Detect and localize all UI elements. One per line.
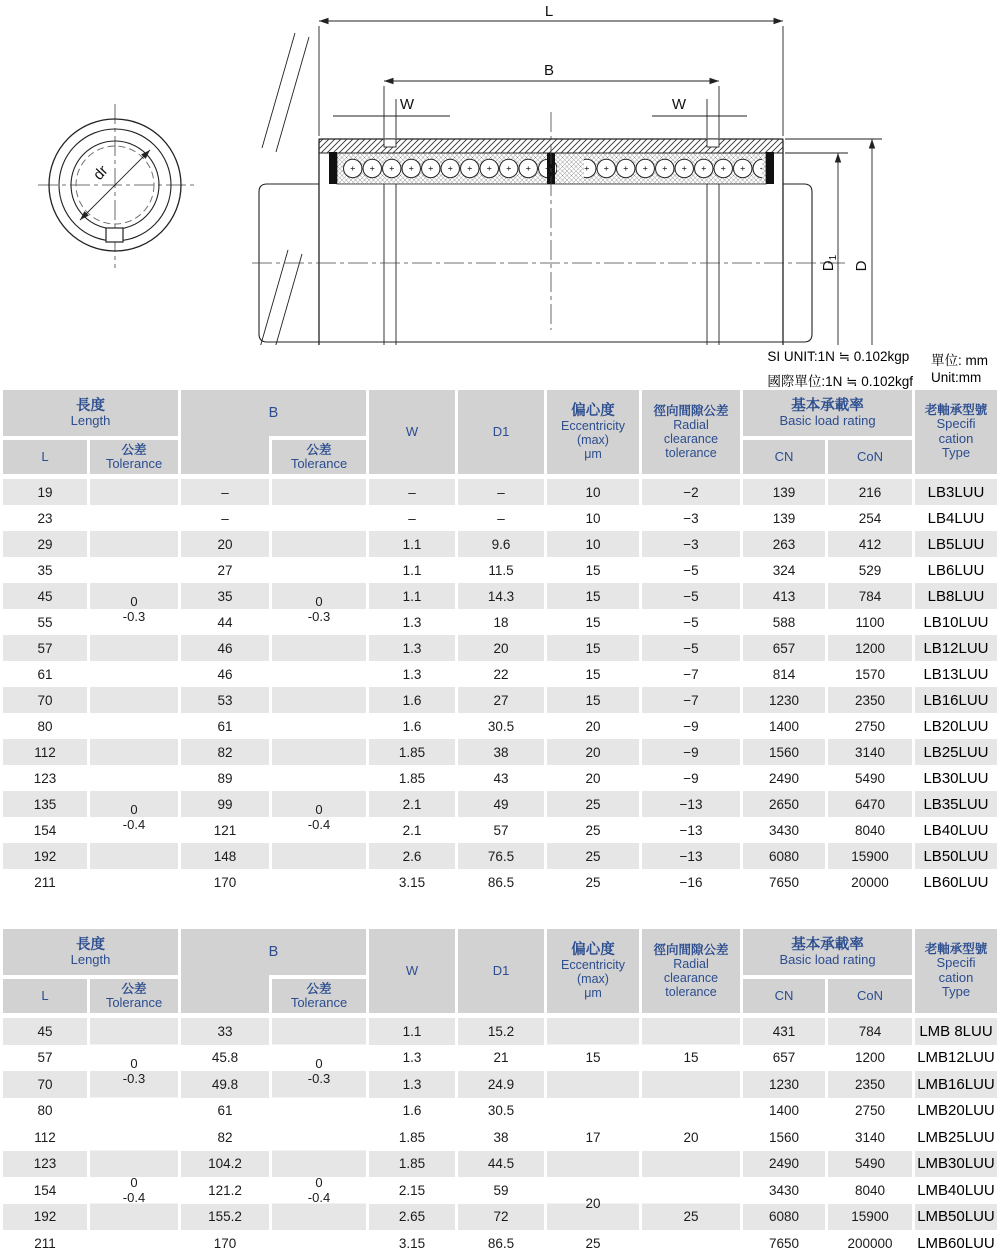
keyway-notch xyxy=(106,228,123,242)
header-d1: D1 xyxy=(458,929,544,1013)
cell-w: 1.3 xyxy=(402,666,422,682)
cell-cn: 413 xyxy=(772,588,796,604)
cell-w: 1.3 xyxy=(402,1076,422,1092)
cell-con: 784 xyxy=(858,588,882,604)
header-l: L xyxy=(3,440,87,474)
cell-eccentricity: 25 xyxy=(585,874,601,890)
dr-dim-label: dr xyxy=(89,162,112,184)
cell-w: 1.1 xyxy=(402,536,422,552)
cell-con: 15900 xyxy=(851,1209,889,1225)
header-w: W xyxy=(369,390,455,474)
cell-b: 104.2 xyxy=(208,1156,242,1172)
cell-b-tolerance: 0 -0.3 xyxy=(272,1018,366,1124)
cell-w: 2.1 xyxy=(402,796,422,812)
cell-type: LMB30LUU xyxy=(917,1155,995,1173)
header-b-tolerance: 公差 Tolerance xyxy=(290,981,348,1010)
cell-type: LB3LUU xyxy=(927,483,985,501)
cell-l: 211 xyxy=(34,1235,56,1251)
header-b-group xyxy=(181,929,366,1013)
cell-radial-clearance: −2 xyxy=(683,484,699,500)
header-l-tolerance: 公差 Tolerance xyxy=(90,440,178,474)
cell-eccentricity: 25 xyxy=(585,848,601,864)
d-dim-label: D xyxy=(853,260,870,272)
cell-eccentricity: 15 xyxy=(585,614,601,630)
cell-d1: 30.5 xyxy=(487,1103,515,1119)
cell-l: 57 xyxy=(37,1050,53,1066)
cell-cn: 6080 xyxy=(768,848,800,864)
cell-w: 2.1 xyxy=(402,822,422,838)
end-view xyxy=(38,104,196,268)
cell-type: LB16LUU xyxy=(923,691,989,709)
cell-radial-clearance: −13 xyxy=(679,848,703,864)
cell-w: 1.3 xyxy=(402,614,422,630)
cell-type: LMB25LUU xyxy=(917,1128,995,1146)
cell-b: 35 xyxy=(217,588,233,604)
seal-right xyxy=(766,152,774,184)
cell-cn: 2490 xyxy=(768,770,800,786)
cell-b-tolerance: 0 -0.4 xyxy=(272,1124,366,1257)
cell-cn: 3430 xyxy=(768,822,800,838)
cell-d1: 27 xyxy=(493,692,509,708)
cell-b: 82 xyxy=(217,744,233,760)
cell-d1: 15.2 xyxy=(487,1023,515,1039)
header-b-label: B xyxy=(268,405,279,421)
cell-b: 61 xyxy=(217,1103,233,1119)
cell-radial-clearance: −5 xyxy=(683,588,699,604)
cell-eccentricity: 25 xyxy=(585,796,601,812)
cell-type: LB35LUU xyxy=(923,795,989,813)
header-length: 長度 Length xyxy=(3,929,178,979)
cell-d1: – xyxy=(497,510,505,526)
header-con: CoN xyxy=(828,440,912,474)
cell-d1: 44.5 xyxy=(487,1156,515,1172)
ball-row-right xyxy=(584,154,762,183)
cell-b: 27 xyxy=(217,562,233,578)
cell-d1: 43 xyxy=(493,770,509,786)
cell-radial-clearance: −9 xyxy=(683,744,699,760)
cell-b: 121.2 xyxy=(208,1182,242,1198)
cell-d1: 21 xyxy=(493,1050,509,1066)
table-row xyxy=(3,739,997,765)
w-dim-label-left: W xyxy=(399,96,415,113)
table-row xyxy=(3,479,997,505)
cell-l: 154 xyxy=(33,1182,57,1198)
cell-con: 1200 xyxy=(854,1050,886,1066)
cell-cn: 139 xyxy=(772,484,796,500)
si-unit-text: SI UNIT:1N ≒ 0.102kgp xyxy=(767,349,910,364)
cell-l-tolerance: 0 -0.4 xyxy=(90,1124,178,1257)
cell-type: LB8LUU xyxy=(927,587,985,605)
cell-type: LMB 8LUU xyxy=(919,1022,993,1040)
cell-radial-clearance: −9 xyxy=(683,718,699,734)
cell-type: LB20LUU xyxy=(923,717,989,735)
cell-con: 15900 xyxy=(851,848,889,864)
cell-type: LMB16LUU xyxy=(917,1075,995,1093)
cell-b: 53 xyxy=(217,692,233,708)
cell-b: 46 xyxy=(217,666,233,682)
cell-type: LMB50LUU xyxy=(917,1208,995,1226)
cell-w: 3.15 xyxy=(398,874,426,890)
cell-w: 1.3 xyxy=(402,640,422,656)
table-row xyxy=(3,1018,997,1045)
units-note xyxy=(767,349,988,390)
cell-cn: 814 xyxy=(772,666,796,682)
cell-radial-clearance: −3 xyxy=(683,536,699,552)
cell-w: 1.85 xyxy=(398,744,426,760)
cell-cn: 1230 xyxy=(768,692,800,708)
cell-l-tolerance: 0 -0.4 xyxy=(90,739,178,895)
cell-w: 1.85 xyxy=(398,1129,426,1145)
cell-w: 1.6 xyxy=(402,1103,422,1119)
cell-w: 2.65 xyxy=(398,1209,426,1225)
cell-d1: 20 xyxy=(493,640,509,656)
cell-l: 192 xyxy=(33,1209,57,1225)
cell-con: 254 xyxy=(858,510,882,526)
cell-b: 45.8 xyxy=(211,1050,239,1066)
cell-w: 2.6 xyxy=(402,848,422,864)
header-w: W xyxy=(369,929,455,1013)
cell-b: 121 xyxy=(213,822,237,838)
cell-b: – xyxy=(221,484,229,500)
lmb-table-header xyxy=(0,929,1000,1013)
cell-radial-clearance: 20 xyxy=(642,1098,740,1178)
cell-l: 45 xyxy=(37,1023,53,1039)
cell-l: 154 xyxy=(33,822,57,838)
cell-cn: 3430 xyxy=(768,1182,800,1198)
cell-eccentricity: 15 xyxy=(585,562,601,578)
cell-eccentricity: 20 xyxy=(585,770,601,786)
section-view xyxy=(252,3,882,345)
cell-l: 135 xyxy=(33,796,57,812)
cell-radial-clearance: −9 xyxy=(683,770,699,786)
cell-b: 170 xyxy=(213,874,237,890)
cell-b: 148 xyxy=(213,848,237,864)
cell-l-tolerance: 0 -0.3 xyxy=(90,479,178,739)
l-dim-label: L xyxy=(544,3,554,20)
cell-eccentricity: 10 xyxy=(585,536,601,552)
cell-eccentricity: 15 xyxy=(585,640,601,656)
cell-eccentricity: 15 xyxy=(585,666,601,682)
cell-con: 1100 xyxy=(855,614,885,630)
cell-l: 45 xyxy=(37,588,53,604)
cell-cn: 263 xyxy=(772,536,796,552)
seal-left xyxy=(329,152,337,184)
header-con: CoN xyxy=(828,979,912,1013)
header-l-tolerance: 公差 Tolerance xyxy=(90,979,178,1013)
cell-w: 2.15 xyxy=(398,1182,426,1198)
cell-d1: 59 xyxy=(493,1182,509,1198)
cell-d1: 86.5 xyxy=(487,1235,515,1251)
cell-cn: 139 xyxy=(772,510,796,526)
cell-d1: 18 xyxy=(493,614,509,630)
cell-con: 412 xyxy=(858,536,882,552)
cell-d1: 9.6 xyxy=(491,536,511,552)
header-basic-load: 基本承載率 Basic load rating xyxy=(743,390,912,440)
cell-d1: 72 xyxy=(493,1209,509,1225)
cell-cn: 6080 xyxy=(768,1209,800,1225)
cell-radial-clearance: −5 xyxy=(683,640,699,656)
table-row xyxy=(3,1124,997,1151)
cell-type: LB4LUU xyxy=(927,509,985,527)
cell-type: LMB60LUU xyxy=(917,1234,995,1252)
cell-con: 2750 xyxy=(854,1103,886,1119)
cell-l: 55 xyxy=(37,614,53,630)
cell-b-tolerance: 0 -0.4 xyxy=(272,739,366,895)
cell-w: 1.1 xyxy=(402,562,422,578)
cell-cn: 7650 xyxy=(768,874,800,890)
cell-cn: 1560 xyxy=(768,744,800,760)
d1-dim-label: $D_1$ xyxy=(820,254,839,272)
cell-b: 44 xyxy=(217,614,233,630)
cell-eccentricity: 15 xyxy=(585,692,601,708)
cell-type: LB25LUU xyxy=(923,743,989,761)
cell-b: – xyxy=(221,510,229,526)
cell-d1: 76.5 xyxy=(487,848,515,864)
cell-b-tolerance: 0 -0.3 xyxy=(272,479,366,739)
cell-d1: 24.9 xyxy=(487,1076,515,1092)
cell-type: LB6LUU xyxy=(927,561,985,579)
header-type: 老軸承型號 Specifi cation Type xyxy=(915,929,997,1013)
unit-mm-cn: 單位: mm xyxy=(931,353,988,368)
cell-l-tolerance: 0 -0.3 xyxy=(90,1018,178,1124)
cell-cn: 7650 xyxy=(768,1235,800,1251)
cell-d1: 38 xyxy=(493,1129,509,1145)
cell-l: 19 xyxy=(37,484,53,500)
cell-con: 1570 xyxy=(854,666,886,682)
cell-d1: 49 xyxy=(493,796,509,812)
cell-cn: 657 xyxy=(772,640,796,656)
cell-con: 2350 xyxy=(854,1076,886,1092)
ball-row-left xyxy=(343,154,557,183)
w-dim-label-right: W xyxy=(671,96,687,113)
cell-l: 29 xyxy=(37,536,53,552)
cell-eccentricity: 20 xyxy=(585,718,601,734)
header-eccentricity: 偏心度 Eccentricity (max) μm xyxy=(547,929,639,1013)
cell-eccentricity: 10 xyxy=(585,510,601,526)
cell-w: – xyxy=(408,510,416,526)
cell-type: LB10LUU xyxy=(923,613,989,631)
cell-l: 211 xyxy=(34,874,56,890)
cell-radial-clearance: −3 xyxy=(683,510,699,526)
header-b-group xyxy=(181,390,366,474)
cell-cn: 2490 xyxy=(768,1156,800,1172)
cell-d1: 14.3 xyxy=(487,588,515,604)
cell-con: 8040 xyxy=(854,1182,886,1198)
cell-type: LB60LUU xyxy=(923,873,989,891)
cell-type: LMB40LUU xyxy=(917,1181,995,1199)
cell-radial-clearance: −5 xyxy=(683,562,699,578)
cell-radial-clearance: −7 xyxy=(683,666,699,682)
cell-l: 123 xyxy=(33,770,57,786)
cell-b: 33 xyxy=(217,1023,233,1039)
lb-table-header xyxy=(0,390,1000,474)
lb-table-block xyxy=(0,390,1000,895)
cell-d1: 11.5 xyxy=(488,562,514,578)
cell-cn: 324 xyxy=(772,562,796,578)
lb-table xyxy=(0,479,1000,895)
cell-l: 112 xyxy=(34,744,56,760)
cell-cn: 1230 xyxy=(768,1076,800,1092)
cell-type: LB5LUU xyxy=(927,535,985,553)
cell-eccentricity: 10 xyxy=(585,484,601,500)
cell-l: 57 xyxy=(37,640,53,656)
cell-b: 170 xyxy=(213,1235,237,1251)
cell-con: 529 xyxy=(858,562,882,578)
cell-w: 1.6 xyxy=(402,718,422,734)
cell-con: 6470 xyxy=(854,796,886,812)
cell-eccentricity: 15 xyxy=(585,588,601,604)
cell-b: 61 xyxy=(217,718,233,734)
cell-w: – xyxy=(408,484,416,500)
cell-radial-clearance: −16 xyxy=(679,874,703,890)
header-radial-clearance: 徑向間隙公差 Radial clearance tolerance xyxy=(642,390,740,474)
cell-cn: 1400 xyxy=(768,1103,800,1119)
cell-eccentricity: 17 xyxy=(547,1098,639,1178)
cell-eccentricity: 25 xyxy=(547,1230,639,1257)
intl-unit-text: 國際單位:1N ≒ 0.102kgf xyxy=(767,374,913,389)
cell-con: 200000 xyxy=(847,1235,893,1251)
cell-cn: 1560 xyxy=(768,1129,800,1145)
cell-d1: 86.5 xyxy=(487,874,515,890)
header-b-label: B xyxy=(268,944,279,960)
cell-con: 3140 xyxy=(854,1129,886,1145)
cell-l: 112 xyxy=(34,1129,56,1145)
cell-type: LB50LUU xyxy=(923,847,989,865)
cell-l: 23 xyxy=(37,510,53,526)
cell-b: 82 xyxy=(217,1129,233,1145)
cell-l: 35 xyxy=(37,562,53,578)
cell-eccentricity: 20 xyxy=(547,1177,639,1230)
cell-w: 3.15 xyxy=(398,1235,426,1251)
cell-con: 216 xyxy=(858,484,882,500)
cell-b: 49.8 xyxy=(211,1076,239,1092)
header-cn: CN xyxy=(743,440,825,474)
header-basic-load: 基本承載率 Basic load rating xyxy=(743,929,912,979)
cell-w: 1.1 xyxy=(402,588,422,604)
cell-b: 46 xyxy=(217,640,233,656)
header-l: L xyxy=(3,979,87,1013)
cell-d1: 30.5 xyxy=(487,718,515,734)
cell-con: 5490 xyxy=(854,770,886,786)
cell-cn: 657 xyxy=(772,1050,796,1066)
lmb-table xyxy=(0,1018,1000,1257)
header-length: 長度 Length xyxy=(3,390,178,440)
cell-d1: 57 xyxy=(493,822,509,838)
cell-con: 1200 xyxy=(854,640,886,656)
cell-b: 20 xyxy=(217,536,233,552)
cell-b: 155.2 xyxy=(208,1209,242,1225)
cell-w: 1.3 xyxy=(402,1050,422,1066)
cell-type: LB40LUU xyxy=(923,821,989,839)
cell-b: 89 xyxy=(217,770,233,786)
cell-con: 2350 xyxy=(854,692,886,708)
cell-type: LMB20LUU xyxy=(917,1102,995,1120)
cell-d1: 38 xyxy=(493,744,509,760)
b-dim-label: B xyxy=(543,62,555,79)
cell-w: 1.6 xyxy=(402,692,422,708)
cell-l: 80 xyxy=(37,718,53,734)
header-cn: CN xyxy=(743,979,825,1013)
header-b-tolerance: 公差 Tolerance xyxy=(290,442,348,471)
cell-radial-clearance: −13 xyxy=(679,796,703,812)
header-d1: D1 xyxy=(458,390,544,474)
unit-mm-en: Unit:mm xyxy=(931,370,982,385)
cell-l: 61 xyxy=(37,666,53,682)
header-eccentricity: 偏心度 Eccentricity (max) μm xyxy=(547,390,639,474)
cell-l: 192 xyxy=(33,848,57,864)
cell-w: 1.85 xyxy=(398,770,426,786)
cell-w: 1.1 xyxy=(402,1023,422,1039)
cell-con: 5490 xyxy=(854,1156,886,1172)
cell-cn: 431 xyxy=(772,1023,796,1039)
cell-cn: 1400 xyxy=(768,718,800,734)
cell-d1: – xyxy=(497,484,505,500)
cell-type: LB12LUU xyxy=(923,639,989,657)
cell-radial-clearance: −7 xyxy=(683,692,699,708)
cell-radial-clearance: −13 xyxy=(679,822,703,838)
cell-eccentricity: 25 xyxy=(585,822,601,838)
cell-eccentricity: 15 xyxy=(547,1018,639,1098)
header-type: 老軸承型號 Specifi cation Type xyxy=(915,390,997,474)
cell-l: 123 xyxy=(33,1156,57,1172)
cell-type: LMB12LUU xyxy=(917,1049,995,1067)
cell-cn: 588 xyxy=(772,614,796,630)
cell-eccentricity: 20 xyxy=(585,744,601,760)
cell-con: 8040 xyxy=(854,822,886,838)
cell-radial-clearance: −5 xyxy=(683,614,699,630)
cell-con: 784 xyxy=(858,1023,882,1039)
cell-l: 80 xyxy=(37,1103,53,1119)
header-radial-clearance: 徑向間隙公差 Radial clearance tolerance xyxy=(642,929,740,1013)
cell-type: LB13LUU xyxy=(923,665,989,683)
cell-l: 70 xyxy=(37,1076,53,1092)
cell-con: 3140 xyxy=(854,744,886,760)
cell-radial-clearance: 15 xyxy=(642,1018,740,1098)
cell-l: 70 xyxy=(37,692,53,708)
cell-b: 99 xyxy=(217,796,233,812)
lmb-table-block xyxy=(0,929,1000,1257)
cell-radial-clearance: 25 xyxy=(642,1177,740,1257)
cell-cn: 2650 xyxy=(768,796,800,812)
technical-drawing xyxy=(0,0,1000,345)
cell-con: 20000 xyxy=(851,874,889,890)
cell-d1: 22 xyxy=(493,666,509,682)
cell-type: LB30LUU xyxy=(923,769,989,787)
cell-w: 1.85 xyxy=(398,1156,426,1172)
cell-con: 2750 xyxy=(854,718,886,734)
